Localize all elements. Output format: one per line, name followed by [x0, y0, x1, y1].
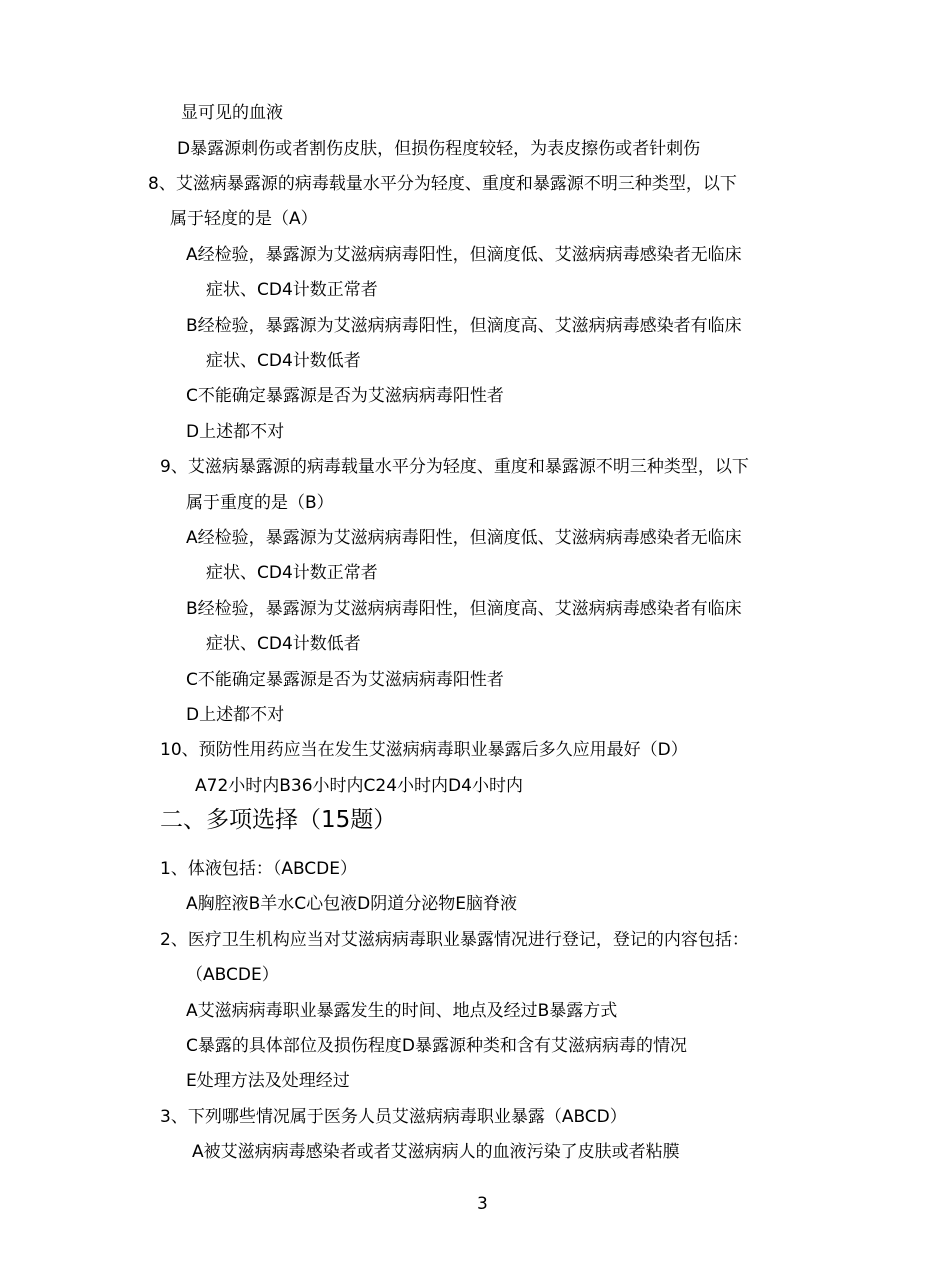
question-10-line: 10、预防性用药应当在发生艾滋病病毒职业暴露后多久应用最好（D） — [160, 740, 688, 760]
option-line: 症状、CD4计数正常者 — [206, 563, 378, 583]
text-line: D暴露源刺伤或者割伤皮肤，但损伤程度较轻，为表皮擦伤或者针刺伤 — [177, 139, 701, 159]
question-2-line: （ABCDE） — [186, 965, 279, 985]
option-line: A经检验，暴露源为艾滋病病毒阳性，但滴度低、艾滋病病毒感染者无临床 — [186, 245, 742, 265]
option-line: D上述都不对 — [186, 422, 285, 442]
question-8-line: 属于轻度的是（A） — [170, 209, 318, 229]
option-line: B经检验，暴露源为艾滋病病毒阳性，但滴度高、艾滋病病毒感染者有临床 — [186, 599, 742, 619]
question-8-line: 8、艾滋病暴露源的病毒载量水平分为轻度、重度和暴露源不明三种类型，以下 — [148, 174, 737, 194]
option-line: A72小时内B36小时内C24小时内D4小时内 — [195, 776, 523, 796]
option-line: 症状、CD4计数低者 — [206, 634, 361, 654]
page-number: 3 — [477, 1194, 488, 1214]
question-9-line: 属于重度的是（B） — [186, 493, 334, 513]
option-line: B经检验，暴露源为艾滋病病毒阳性，但滴度高、艾滋病病毒感染者有临床 — [186, 316, 742, 336]
question-2-line: 2、医疗卫生机构应当对艾滋病病毒职业暴露情况进行登记，登记的内容包括： — [160, 930, 749, 950]
section-heading: 二、多项选择（15题） — [160, 807, 397, 833]
text-line: 显可见的血液 — [181, 103, 283, 123]
option-line: A胸腔液B羊水C心包液D阴道分泌物E脑脊液 — [186, 894, 517, 914]
question-1-line: 1、体液包括：（ABCDE） — [160, 859, 358, 879]
option-line: A被艾滋病病毒感染者或者艾滋病病人的血液污染了皮肤或者粘膜 — [192, 1142, 680, 1162]
option-line: C暴露的具体部位及损伤程度D暴露源种类和含有艾滋病病毒的情况 — [186, 1036, 687, 1056]
question-3-line: 3、下列哪些情况属于医务人员艾滋病病毒职业暴露（ABCD） — [160, 1107, 627, 1127]
option-line: A经检验，暴露源为艾滋病病毒阳性，但滴度低、艾滋病病毒感染者无临床 — [186, 528, 742, 548]
option-line: 症状、CD4计数低者 — [206, 351, 361, 371]
question-9-line: 9、艾滋病暴露源的病毒载量水平分为轻度、重度和暴露源不明三种类型，以下 — [160, 457, 749, 477]
option-line: E处理方法及处理经过 — [186, 1071, 350, 1091]
option-line: C不能确定暴露源是否为艾滋病病毒阳性者 — [186, 386, 504, 406]
option-line: C不能确定暴露源是否为艾滋病病毒阳性者 — [186, 670, 504, 690]
option-line: D上述都不对 — [186, 705, 285, 725]
option-line: A艾滋病病毒职业暴露发生的时间、地点及经过B暴露方式 — [186, 1001, 618, 1021]
option-line: 症状、CD4计数正常者 — [206, 280, 378, 300]
